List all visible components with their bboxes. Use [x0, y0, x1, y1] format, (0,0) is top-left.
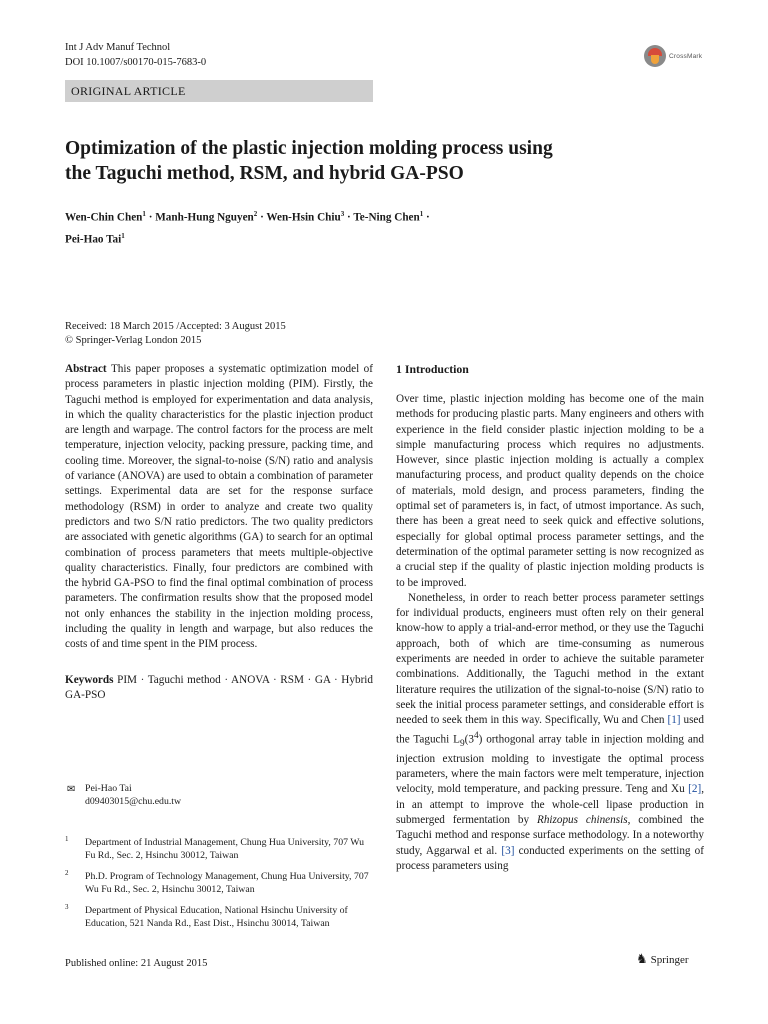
journal-name: Int J Adv Manuf Technol [65, 42, 171, 53]
affiliation-text: Ph.D. Program of Technology Management, Chung Hua University, 707 Wu Fu Rd., Sec. 2, Hsinchu 30012, Taiwan [85, 871, 369, 895]
citation-link[interactable]: [1] [667, 714, 681, 727]
crossmark-icon [644, 45, 666, 67]
envelope-icon: ✉ [67, 784, 76, 795]
crossmark-badge[interactable] [644, 42, 716, 70]
affiliation-text: Department of Industrial Management, Chung Hua University, 707 Wu Fu Rd., Sec. 2, Hsinchu 30012, Taiwan [85, 837, 365, 861]
author-separator: · [423, 211, 430, 224]
springer-horse-icon: ♞ [636, 952, 648, 967]
citation-link[interactable]: [3] [501, 844, 515, 857]
author-separator: · [145, 211, 156, 224]
affiliation-number: 1 [65, 835, 69, 843]
journal-header [65, 40, 206, 70]
text-run: (3 [464, 733, 474, 746]
author-list [65, 205, 685, 248]
author-affiliation-mark: 1 [419, 210, 424, 218]
author-name[interactable]: Manh-Hung Nguyen [155, 211, 254, 224]
received-accepted: Received: 18 March 2015 /Accepted: 3 August 2015 [65, 321, 286, 332]
author-separator: · [344, 211, 354, 224]
article-title [65, 136, 685, 186]
author-affiliation-mark: 3 [340, 210, 345, 218]
intro-paragraph-1: Over time, plastic injection molding has become one of the main methods for producing plastic parts. Many engineers and others with experience in the field consider plastic injection molding to be a simple manufacturing process which requires no adjustments. However, since plastic injection molding is actually a complex manufacturing process, and product quality depends on the choice of materials, mold design, and process parameters, finding the optimal set of parameters is, in fact, of utmost importance. As such, there has been a great need to seek quick and effective solutions, especially for global optimal process parameter settings, and the determination of the optimal parameter setting is now recognized as a crucial step if the quality of plastic injection molding products is to be improved. [396, 393, 704, 589]
author-affiliation-mark: 2 [253, 210, 258, 218]
text-run: , in an attempt to improve the whole-cell lipase production in submerged fermentation by [396, 783, 704, 826]
keywords-text: PIM · Taguchi method · ANOVA · RSM · GA · Hybrid GA-PSO [65, 673, 374, 701]
contact-name: Pei-Hao Tai [85, 783, 132, 794]
abstract-label: Abstract [65, 363, 107, 375]
text-run: , combined the Taguchi method and response surface methodology. In a noteworthy study, Aggarwal et al. [396, 813, 704, 857]
author-separator: · [257, 211, 267, 224]
keywords [65, 673, 373, 704]
affiliation-number: 2 [65, 869, 69, 877]
publisher-logo [636, 952, 689, 967]
article-type-banner: ORIGINAL ARTICLE [65, 80, 373, 102]
intro-paragraph-2 [396, 591, 704, 874]
text-run: conducted experiments on the setting of process parameters using [396, 844, 704, 872]
author-affiliation-mark: 1 [142, 210, 146, 218]
abstract-column [65, 362, 373, 703]
section-heading: 1 Introduction [396, 362, 469, 376]
affiliations [65, 836, 373, 938]
citation-link[interactable]: [2] [688, 783, 702, 796]
affiliation-text: Department of Physical Education, National Hsinchu University of Education, 521 Nanda Rd., East Dist., Hsinchu 30014, Taiwan [85, 905, 348, 929]
affiliation-item [65, 870, 373, 896]
text-run: used the Taguchi L [396, 714, 704, 746]
affiliation-number: 3 [65, 903, 69, 911]
text-run: Nonetheless, in order to reach better process parameter settings for individual products, engineers must often rely on their general know-how to apply a trial-and-error method, or they use the Taguchi approach, both of which are time-consuming as numerous experiments are needed in order to achieve the suitable parameter combinations. Additionally, the Taguchi method in the extant literature requires the utilization of the signal-to-noise (S/N) ratio to seek the initial process parameter settings, and considerable effort is needed to seek them in this way. Specifically, Wu and Chen [396, 591, 704, 727]
crossmark-label: CrossMark [669, 52, 703, 60]
contact-email[interactable]: d09403015@chu.edu.tw [85, 796, 182, 807]
title-line-1: Optimization of the plastic injection molding process using [65, 138, 553, 159]
text-run: ) orthogonal array table in injection molding and injection extrusion molding to investigate the optimal process parameters, where the main factors were melt temperature, injection velocity, mold temperature, and packing pressure. Teng and Xu [396, 733, 704, 796]
affiliation-item [65, 836, 373, 862]
subscript: 9 [459, 738, 465, 749]
superscript: 4 [473, 730, 479, 741]
copyright: © Springer-Verlag London 2015 [65, 335, 202, 346]
abstract-text: This paper proposes a systematic optimization model of process parameters in plastic injection molding (PIM). Firstly, the Taguchi method is employed for experimentation and data analysis, in which the quality characteristics for the plastic injection product are length and warpage. The control factors for the process are melt temperature, injection velocity, packing pressure, packing time, and cooling time. Moreover, the signal-to-noise (S/N) ratio and analysis of variance (ANOVA) are used to obtain a combination of parameter settings. Experimental data are set for the response surface methodology (RSM) in order to analyze and create two quality predictors and two S/N ratio predictors. The two quality predictors are associated with genetic algorithms (GA) to search for an optimal combination of process parameters that meets multiple-objective quality characteristics. Finally, four predictors are combined with the hybrid GA-PSO to find the final optimal combination of process parameters. The confirmation results show that the proposed model not only enhances the stability in the injection molding process, including the quality in length and warpage, but also reduces the costs of and time spent in the PIM process. [65, 363, 373, 651]
published-online: Published online: 21 August 2015 [65, 958, 208, 969]
article-dates [65, 320, 286, 348]
title-line-2: the Taguchi method, RSM, and hybrid GA-PSO [65, 163, 464, 184]
author-name[interactable]: Wen-Hsin Chiu [266, 211, 341, 224]
species-name: Rhizopus chinensis [536, 813, 628, 826]
author-name[interactable]: Wen-Chin Chen [65, 211, 143, 224]
affiliation-item [65, 904, 373, 930]
introduction-column [396, 392, 704, 874]
doi[interactable]: DOI 10.1007/s00170-015-7683-0 [65, 57, 207, 68]
corresponding-author [65, 782, 373, 808]
abstract [65, 362, 373, 653]
author-affiliation-mark: 1 [121, 231, 125, 240]
keywords-label: Keywords [65, 673, 114, 686]
author-name[interactable]: Pei-Hao Tai [65, 233, 122, 246]
author-name[interactable]: Te-Ning Chen [353, 211, 420, 224]
publisher-name: Springer [650, 953, 689, 966]
